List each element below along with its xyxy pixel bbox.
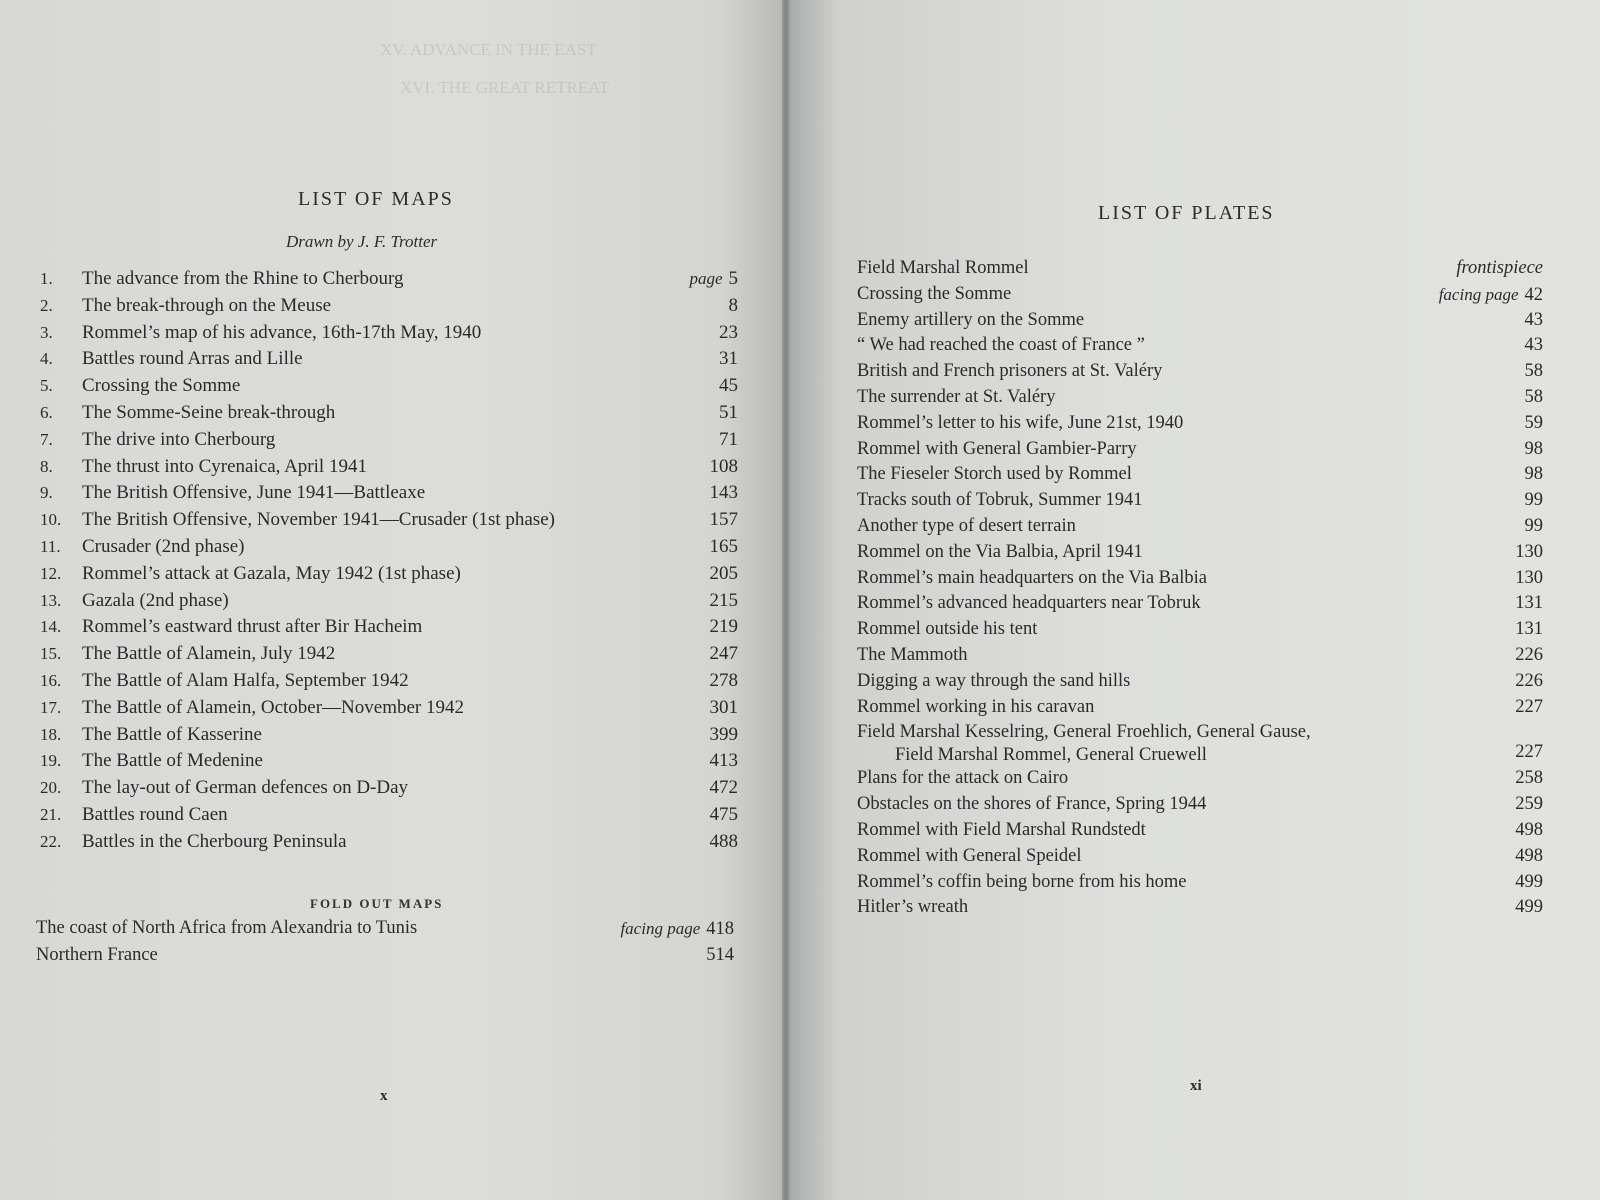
map-entry (40, 320, 738, 347)
map-page-number (710, 454, 739, 481)
plate-page-number (1515, 870, 1543, 896)
plate-page-number (1525, 308, 1544, 334)
map-entry (40, 507, 738, 534)
plate-entry (857, 488, 1543, 514)
plate-page-value: 499 (1515, 897, 1543, 918)
map-page-value: 301 (709, 696, 738, 718)
map-number: 11. (40, 536, 61, 556)
map-number: 6. (40, 402, 53, 422)
map-page-number (710, 802, 739, 829)
plate-page-value: 226 (1515, 670, 1543, 691)
plate-title: The surrender at St. Valéry (857, 386, 1056, 407)
map-title: The Battle of Medenine (82, 750, 263, 772)
plate-page-number (1525, 411, 1544, 437)
map-title: The break-through on the Meuse (82, 294, 332, 316)
plate-entry (857, 870, 1543, 896)
plate-page-value: 43 (1524, 309, 1543, 330)
map-title: The Battle of Alamein, July 1942 (82, 643, 336, 665)
map-title: The Somme-Seine break-through (82, 401, 336, 423)
map-page-number (710, 534, 739, 561)
map-title: Crusader (2nd phase) (82, 535, 245, 557)
map-title: The advance from the Rhine to Cherbourg (82, 268, 404, 289)
map-page-value: 247 (709, 643, 738, 665)
map-title: Rommel’s attack at Gazala, May 1942 (1st phase) (82, 562, 461, 584)
map-number: 3. (40, 322, 53, 342)
plate-entry (857, 669, 1543, 695)
map-page-number (710, 668, 739, 695)
map-title: Rommel’s eastward thrust after Bir Hacheim (82, 616, 423, 638)
plate-page-value: 226 (1515, 644, 1543, 665)
map-page-value: 215 (709, 589, 738, 611)
plate-title: Rommel’s advanced headquarters near Tobruk (857, 593, 1201, 614)
map-entry (40, 641, 738, 668)
map-entry (40, 748, 738, 775)
map-title: Battles round Caen (82, 803, 228, 825)
map-number: 9. (40, 483, 53, 503)
plate-page-value: 131 (1515, 619, 1543, 640)
plate-page-value: 131 (1515, 593, 1543, 614)
drawn-by-credit: Drawn by J. F. Trotter (286, 232, 438, 251)
map-page-value: 475 (709, 803, 738, 825)
plate-title: Hitler’s wreath (857, 897, 969, 918)
plate-page-number (1525, 333, 1544, 359)
plates-list (857, 256, 1543, 921)
map-number: 7. (40, 429, 53, 449)
map-page-number (710, 641, 739, 668)
plate-title: The Fieseler Storch used by Rommel (857, 464, 1132, 485)
map-number: 10. (40, 510, 62, 530)
plate-page-number (1515, 792, 1543, 818)
map-page-value: 157 (709, 509, 738, 531)
plate-entry (857, 818, 1543, 844)
plate-page-value: 98 (1524, 464, 1543, 485)
bleed-through-text: XVI. THE GREAT RETREAT (400, 78, 610, 97)
plate-page-number (1525, 514, 1544, 540)
map-title: The Battle of Kasserine (82, 723, 262, 745)
map-entry (40, 293, 738, 320)
plate-entry (857, 437, 1543, 463)
map-page-number (710, 507, 739, 534)
plate-entry (857, 462, 1543, 488)
map-number: 14. (40, 617, 62, 637)
map-page-value: 165 (709, 535, 738, 557)
map-number: 19. (40, 751, 62, 771)
map-number: 5. (40, 376, 53, 396)
bleed-through-text: XV. ADVANCE IN THE EAST (380, 40, 597, 59)
plate-page-value: 227 (1515, 742, 1543, 763)
plate-page-value: 99 (1524, 515, 1543, 536)
map-page-value: 413 (709, 750, 738, 772)
map-entry (40, 668, 738, 695)
fold-out-entry (36, 942, 734, 969)
plate-entry (857, 385, 1543, 411)
page-folio-right: xi (1190, 1078, 1202, 1094)
plate-title-continued: Field Marshal Rommel, General Cruewell (895, 745, 1207, 766)
plate-page-value: 498 (1515, 819, 1543, 840)
map-entry (40, 373, 738, 400)
map-page-value: 31 (719, 348, 738, 370)
map-page-value: 108 (709, 455, 738, 477)
map-page-value: 219 (709, 616, 738, 638)
map-page-value: 45 (719, 375, 738, 397)
plate-title: Rommel’s letter to his wife, June 21st, 1940 (857, 412, 1184, 433)
map-entry (40, 480, 738, 507)
plate-page-value: 43 (1524, 335, 1543, 356)
plate-title: Another type of desert terrain (857, 515, 1076, 536)
map-page-number (710, 588, 739, 615)
plate-title: Rommel on the Via Balbia, April 1941 (857, 541, 1143, 562)
map-entry (40, 534, 738, 561)
plate-page-number (1515, 740, 1543, 766)
plate-page-number (1515, 617, 1543, 643)
plate-page-number (1515, 566, 1543, 592)
plate-entry (857, 844, 1543, 870)
map-number: 16. (40, 670, 62, 690)
facing-page-label: facing page (1438, 284, 1519, 304)
plate-page-number (1515, 766, 1543, 792)
plate-page-value: 258 (1515, 768, 1543, 789)
facing-page-label: facing page (620, 919, 701, 938)
plate-entry (857, 566, 1543, 592)
list-of-plates-heading: LIST OF PLATES (1098, 202, 1275, 224)
map-page-value: 488 (709, 830, 738, 852)
right-page (790, 0, 1600, 1200)
plate-page-number (1525, 462, 1544, 488)
plate-page-number (1456, 256, 1543, 282)
plate-title: Crossing the Somme (857, 283, 1012, 304)
map-number: 17. (40, 697, 62, 717)
plate-page-number (1515, 844, 1543, 870)
plate-entry (857, 895, 1543, 921)
map-title: Gazala (2nd phase) (82, 589, 229, 611)
plate-title: Field Marshal Rommel (857, 258, 1029, 278)
map-number: 22. (40, 831, 62, 851)
map-title: The British Offensive, June 1941—Battleaxe (82, 482, 426, 504)
plate-title: Tracks south of Tobruk, Summer 1941 (857, 490, 1143, 511)
book-gutter (782, 0, 790, 1200)
map-page-value: 23 (719, 321, 738, 343)
plate-title: Plans for the attack on Cairo (857, 768, 1069, 789)
plate-page-value: 130 (1515, 567, 1543, 588)
plate-title: The Mammoth (857, 644, 968, 665)
plate-entry (857, 591, 1543, 617)
plate-page-value: 227 (1515, 696, 1543, 717)
plate-entry (857, 643, 1543, 669)
fold-out-page-value: 418 (706, 919, 734, 939)
plate-title: Enemy artillery on the Somme (857, 309, 1085, 330)
plate-title: Rommel outside his tent (857, 619, 1038, 640)
plate-entry (857, 766, 1543, 792)
plate-page-value: 259 (1515, 794, 1543, 815)
map-title: Battles round Arras and Lille (82, 348, 303, 370)
map-entry (40, 802, 738, 829)
fold-out-title: Northern France (36, 945, 158, 965)
plate-page-value: 59 (1524, 412, 1543, 433)
map-title: Battles in the Cherbourg Peninsula (82, 830, 347, 852)
map-number: 21. (40, 804, 62, 824)
plate-title: Obstacles on the shores of France, Spring 1944 (857, 794, 1207, 815)
page-label: page (689, 269, 723, 288)
plate-entry (857, 695, 1543, 721)
map-entry (40, 695, 738, 722)
map-entry (40, 722, 738, 749)
map-page-value: 71 (719, 428, 738, 450)
plate-entry (857, 514, 1543, 540)
map-title: The Battle of Alam Halfa, September 1942 (82, 669, 409, 691)
map-entry (40, 427, 738, 454)
maps-list (40, 266, 738, 856)
plate-page-number (1439, 282, 1543, 309)
map-entry (40, 775, 738, 802)
plate-entry (857, 256, 1543, 282)
plate-entry (857, 720, 1543, 766)
map-page-number (710, 775, 739, 802)
map-entry (40, 400, 738, 427)
map-entry (40, 346, 738, 373)
plate-entry (857, 540, 1543, 566)
plate-page-number (1515, 591, 1543, 617)
fold-out-maps-list (36, 915, 734, 969)
map-page-value: 8 (728, 294, 738, 316)
plate-entry (857, 308, 1543, 334)
left-page (0, 0, 782, 1200)
plate-page-value: 58 (1524, 361, 1543, 382)
fold-out-page-value: 514 (706, 945, 734, 965)
plate-title: Rommel working in his caravan (857, 696, 1095, 717)
plate-page-number (1525, 385, 1544, 411)
plate-page-value: 99 (1524, 490, 1543, 511)
map-number: 18. (40, 724, 62, 744)
map-page-number (719, 400, 738, 427)
plate-entry (857, 282, 1543, 308)
plate-title: Rommel with General Speidel (857, 845, 1082, 866)
map-title: The thrust into Cyrenaica, April 1941 (82, 455, 367, 477)
map-number: 1. (40, 269, 53, 288)
map-title: The Battle of Alamein, October—November 1942 (82, 696, 465, 718)
map-page-value: 143 (709, 482, 738, 504)
plate-page-value: frontispiece (1456, 258, 1543, 278)
map-page-value: 278 (709, 669, 738, 691)
map-page-number (719, 320, 738, 347)
map-title: The drive into Cherbourg (82, 428, 276, 450)
plate-page-value: 130 (1515, 541, 1543, 562)
plate-page-number (1515, 895, 1543, 921)
plate-title: British and French prisoners at St. Valéry (857, 361, 1163, 382)
map-number: 13. (40, 590, 62, 610)
plate-page-number (1515, 818, 1543, 844)
plate-page-value: 42 (1524, 284, 1543, 305)
plate-page-number (1515, 643, 1543, 669)
plate-page-number (1515, 540, 1543, 566)
map-page-number (710, 748, 739, 775)
fold-out-maps-heading: FOLD OUT MAPS (310, 896, 444, 911)
map-entry (40, 561, 738, 588)
map-page-number (710, 722, 739, 749)
map-page-value: 205 (709, 562, 738, 584)
map-page-number (710, 480, 739, 507)
plate-title: Rommel’s coffin being borne from his home (857, 871, 1187, 892)
plate-page-number (1525, 488, 1544, 514)
plate-page-value: 498 (1515, 845, 1543, 866)
plate-page-value: 58 (1524, 386, 1543, 407)
plate-page-number (1525, 437, 1544, 463)
map-page-value: 472 (709, 777, 738, 799)
map-title: The British Offensive, November 1941—Crusader (1st phase) (82, 509, 555, 531)
map-entry (40, 614, 738, 641)
map-entry (40, 588, 738, 615)
map-page-number (710, 695, 739, 722)
map-number: 8. (40, 456, 53, 476)
map-page-number (719, 346, 738, 373)
map-page-number (729, 293, 739, 320)
plate-title: “ We had reached the coast of France ” (857, 335, 1145, 356)
map-page-value: 399 (709, 723, 738, 745)
map-number: 15. (40, 644, 62, 664)
map-page-number (710, 561, 739, 588)
plate-entry (857, 359, 1543, 385)
plate-title: Digging a way through the sand hills (857, 670, 1131, 691)
map-title: The lay-out of German defences on D-Day (82, 777, 409, 799)
map-page-number (710, 829, 739, 856)
plate-page-value: 499 (1515, 871, 1543, 892)
map-entry (40, 266, 738, 293)
fold-out-page-number (620, 915, 734, 943)
map-page-number (689, 266, 738, 293)
plate-page-value: 98 (1524, 438, 1543, 459)
fold-out-title: The coast of North Africa from Alexandria to Tunis (36, 918, 418, 938)
map-page-number (719, 373, 738, 400)
plate-title: Rommel’s main headquarters on the Via Balbia (857, 567, 1207, 588)
fold-out-entry (36, 915, 734, 942)
map-page-value: 5 (728, 268, 738, 289)
plate-page-number (1525, 359, 1544, 385)
map-entry (40, 829, 738, 856)
page-folio-left: x (380, 1088, 388, 1104)
plate-title: Field Marshal Kesselring, General Froehlich, General Gause, (857, 722, 1311, 743)
plate-entry (857, 792, 1543, 818)
plate-page-number (1515, 669, 1543, 695)
map-number: 2. (40, 295, 53, 315)
map-page-number (719, 427, 738, 454)
plate-entry (857, 333, 1543, 359)
map-entry (40, 454, 738, 481)
map-number: 12. (40, 563, 62, 583)
map-number: 20. (40, 778, 62, 798)
list-of-maps-heading: LIST OF MAPS (298, 188, 454, 210)
map-title: Crossing the Somme (82, 375, 241, 397)
plate-title: Rommel with General Gambier-Parry (857, 438, 1137, 459)
map-number: 4. (40, 349, 53, 369)
map-page-number (710, 614, 739, 641)
plate-entry (857, 411, 1543, 437)
map-page-value: 51 (719, 401, 738, 423)
plate-entry (857, 617, 1543, 643)
plate-title: Rommel with Field Marshal Rundstedt (857, 819, 1146, 840)
plate-page-number (1515, 695, 1543, 721)
fold-out-page-number (706, 942, 734, 969)
map-title: Rommel’s map of his advance, 16th-17th May, 1940 (82, 321, 482, 343)
